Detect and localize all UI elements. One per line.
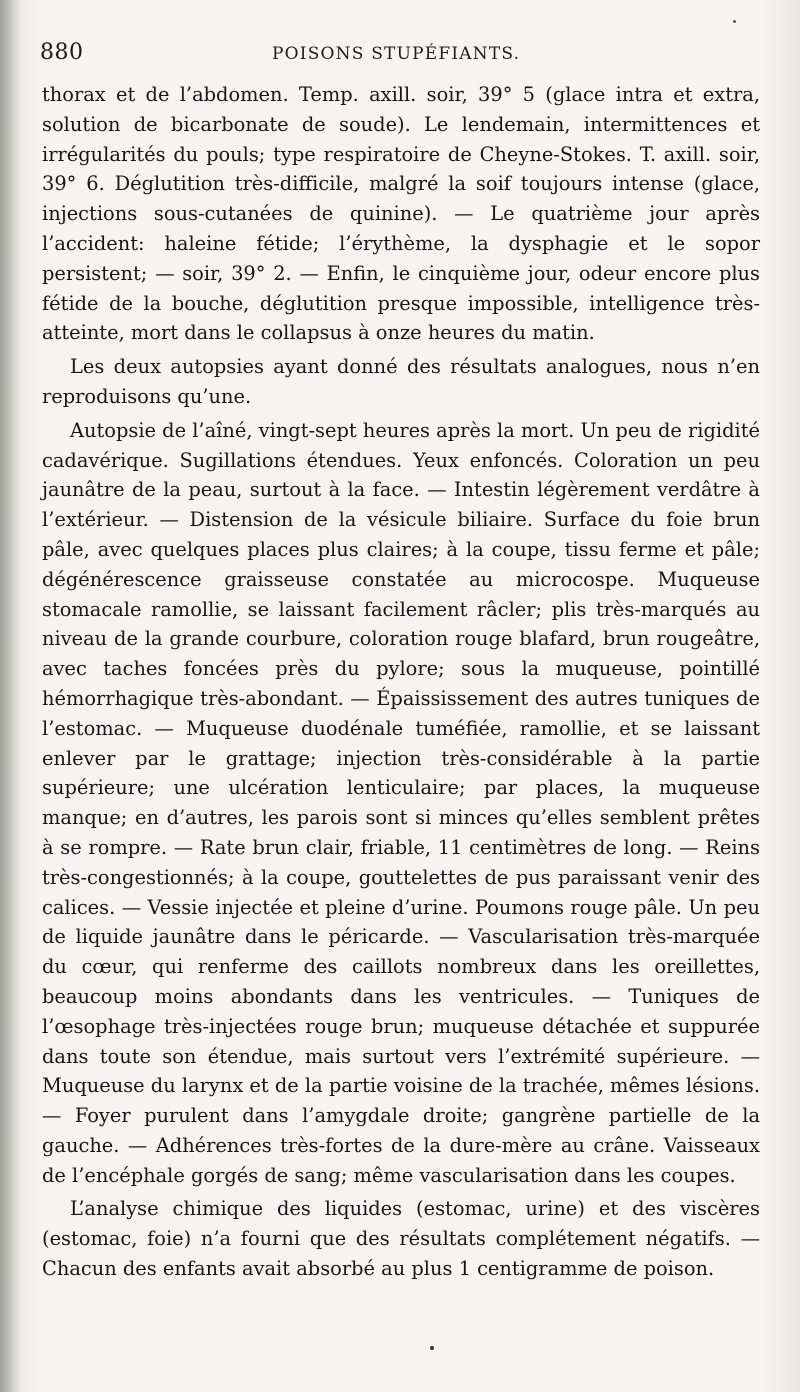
paragraph-continuation: thorax et de l’abdomen. Temp. axill. soir, 39° 5 (glace intra et extra, solution de bicarbonate de soude). Le lendemain, intermittences et irrégularités du pouls; type respiratoire de Cheyne-Stokes. T. axill. soir, 39° 6. Déglutition très-difficile, malgré la soif toujours intense (glace, injections sous-cutanées de quinine). — Le quatrième jour après l’accident: haleine fétide; l’érythème, la dysphagie et le sopor persistent; — soir, 39° 2. — Enfin, le cinquième jour, odeur encore plus fétide de la bouche, déglutition presque impossible, intelligence très-atteinte, mort dans le collapsus à onze heures du matin. [42, 83, 760, 345]
running-title: POISONS STUPÉFIANTS. [272, 44, 521, 64]
page-gutter-shadow [0, 0, 22, 1392]
ink-speck-bottom [430, 1346, 434, 1350]
ink-speck [733, 20, 736, 23]
page-header [40, 40, 760, 72]
paragraph-autopsies-intro: Les deux autopsies ayant donné des résultats analogues, nous n’en reproduisons qu’une. [42, 355, 760, 408]
body-text [42, 80, 760, 1284]
paragraph-autopsy-report: Autopsie de l’aîné, vingt-sept heures après la mort. Un peu de rigidité cadavérique. Sugillations étendues. Yeux enfoncés. Coloration un peu jaunâtre de la peau, surtout à la face. — Intestin légèrement verdâtre à l’extérieur. — Distension de la vésicule biliaire. Surface du foie brun pâle, avec quelques places plus claires; à la coupe, tissu ferme et pâle; dégénérescence graisseuse constatée au microcospe. Muqueuse stomacale ramollie, se laissant facilement râcler; plis très-marqués au niveau de la grande courbure, coloration rouge blafard, brun rougeâtre, avec taches foncées près du pylore; sous la muqueuse, pointillé hémorrhagique très-abondant. — Épaississement des autres tuniques de l’estomac. — Muqueuse duodénale tuméfiée, ramollie, et se laissant enlever par le grattage; injection très-considérable à la partie supérieure; une ulcération lenticulaire; par places, la muqueuse manque; en d’autres, les parois sont si minces qu’elles semblent prêtes à se rompre. — Rate brun clair, friable, 11 centimètres de long. — Reins très-congestionnés; à la coupe, gouttelettes de pus paraissant venir des calices. — Vessie injectée et pleine d’urine. Poumons rouge pâle. Un peu de liquide jaunâtre dans le péricarde. — Vascularisation très-marquée du cœur, qui renferme des caillots nombreux dans les oreillettes, beaucoup moins abondants dans les ventricules. — Tuniques de l’œsophage très-injectées rouge brun; muqueuse détachée et suppurée dans toute son étendue, mais surtout vers l’extrémité supérieure. — Muqueuse du larynx et de la partie voisine de la trachée, mêmes lésions. — Foyer purulent dans l’amygdale droite; gangrène partielle de la gauche. — Adhérences très-fortes de la dure-mère au crâne. Vaisseaux de l’encéphale gorgés de sang; même vascularisation dans les coupes. [42, 418, 761, 1187]
paragraph-chemical-analysis: L’analyse chimique des liquides (estomac, urine) et des viscères (estomac, foie) n’a fourni que des résultats complétement négatifs. — Chacun des enfants avait absorbé au plus 1 centigramme de poison. [42, 1197, 760, 1281]
page-number: 880 [40, 40, 84, 65]
